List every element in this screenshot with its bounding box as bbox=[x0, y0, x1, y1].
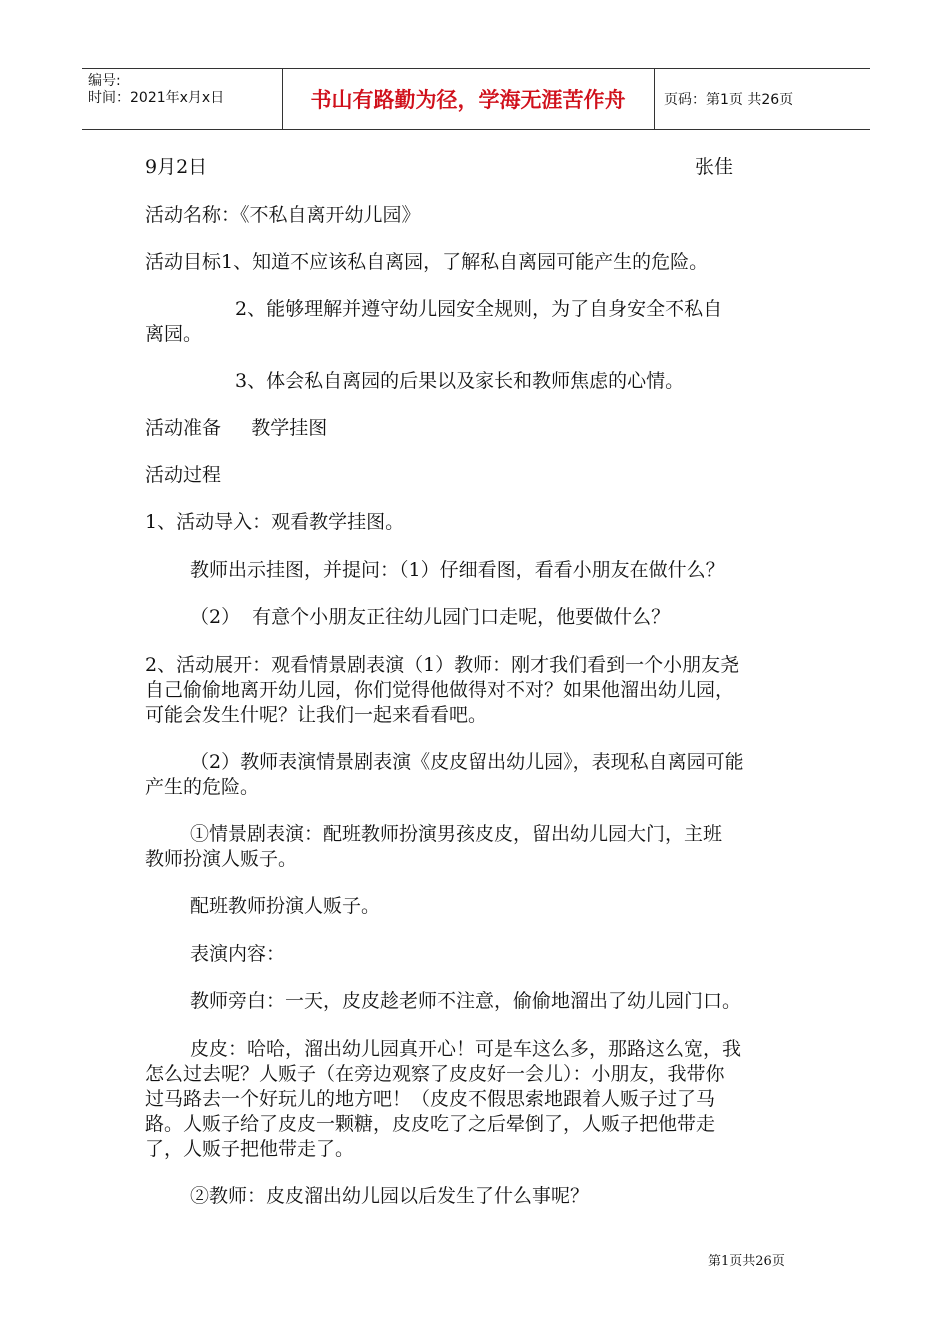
doc-date: 9月2日 bbox=[145, 156, 208, 178]
pipi-line4: 路。人贩子给了皮皮一颗糖，皮皮吃了之后晕倒了，人贩子把他带走 bbox=[145, 1113, 716, 1135]
activity-prep: 活动准备 教学挂图 bbox=[145, 417, 328, 439]
goal-1: 活动目标1、知道不应该私自离园，了解私自离园可能产生的危险。 bbox=[145, 251, 709, 273]
scene-line1: ①情景剧表演：配班教师扮演男孩皮皮，留出幼儿园大门，主班 bbox=[190, 823, 723, 845]
step-2-line2: 自己偷偷地离开幼儿园，你们觉得他做得对不对？如果他溜出幼儿园， bbox=[145, 679, 735, 701]
date-label: 时间：2021年x月x日 bbox=[88, 90, 225, 106]
narration: 教师旁白：一天，皮皮趁老师不注意，偷偷地溜出了幼儿园门口。 bbox=[190, 990, 742, 1012]
step-2b-line2: 产生的危险。 bbox=[145, 776, 260, 798]
pipi-line3: 过马路去一个好玩儿的地方吧！（皮皮不假思索地跟着人贩子过了马 bbox=[145, 1088, 716, 1110]
step-1-question-1: 教师出示挂图，并提问：（1）仔细看图，看看小朋友在做什么？ bbox=[190, 559, 725, 581]
scene-line2: 教师扮演人贩子。 bbox=[145, 848, 298, 870]
footer-page-number: 第1页共26页 bbox=[708, 1254, 785, 1269]
pipi-line1: 皮皮：哈哈，溜出幼儿园真开心！可是车这么多，那路这么宽，我 bbox=[190, 1038, 742, 1060]
activity-name: 活动名称：《不私自离开幼儿园》 bbox=[145, 204, 421, 226]
header-motto: 书山有路勤为径，学海无涯苦作舟 bbox=[310, 88, 626, 112]
pipi-line5: 了，人贩子把他带走了。 bbox=[145, 1138, 355, 1160]
goal-2-line1: 2、能够理解并遵守幼儿园安全规则，为了自身安全不私自 bbox=[235, 298, 723, 320]
step-1-question-2: （2） 有意个小朋友正往幼儿园门口走呢，他要做什么？ bbox=[190, 606, 671, 628]
goal-3: 3、体会私自离园的后果以及家长和教师焦虑的心情。 bbox=[235, 370, 685, 392]
step-2-line1: 2、活动展开：观看情景剧表演（1）教师：刚才我们看到一个小朋友尧 bbox=[145, 654, 740, 676]
step-2b-line1: （2）教师表演情景剧表演《皮皮留出幼儿园》，表现私自离园可能 bbox=[190, 751, 744, 773]
scene-2: 配班教师扮演人贩子。 bbox=[190, 895, 381, 917]
teacher-question: ②教师：皮皮溜出幼儿园以后发生了什么事呢？ bbox=[190, 1185, 590, 1207]
header-page-info: 页码：第1页 共26页 bbox=[664, 92, 794, 108]
pipi-line2: 怎么过去呢？人贩子（在旁边观察了皮皮好一会儿）：小朋友，我带你 bbox=[145, 1063, 725, 1085]
header-meta bbox=[88, 73, 224, 107]
doc-author: 张佳 bbox=[695, 156, 734, 178]
content-label: 表演内容： bbox=[190, 943, 286, 965]
goal-2-line2: 离园。 bbox=[145, 323, 203, 345]
number-label: 编号: bbox=[88, 73, 121, 89]
activity-process: 活动过程 bbox=[145, 464, 222, 486]
step-1: 1、活动导入：观看教学挂图。 bbox=[145, 511, 405, 533]
header-divider bbox=[654, 69, 655, 129]
step-2-line3: 可能会发生什呢？让我们一起来看看吧。 bbox=[145, 704, 488, 726]
header-table bbox=[82, 68, 870, 130]
